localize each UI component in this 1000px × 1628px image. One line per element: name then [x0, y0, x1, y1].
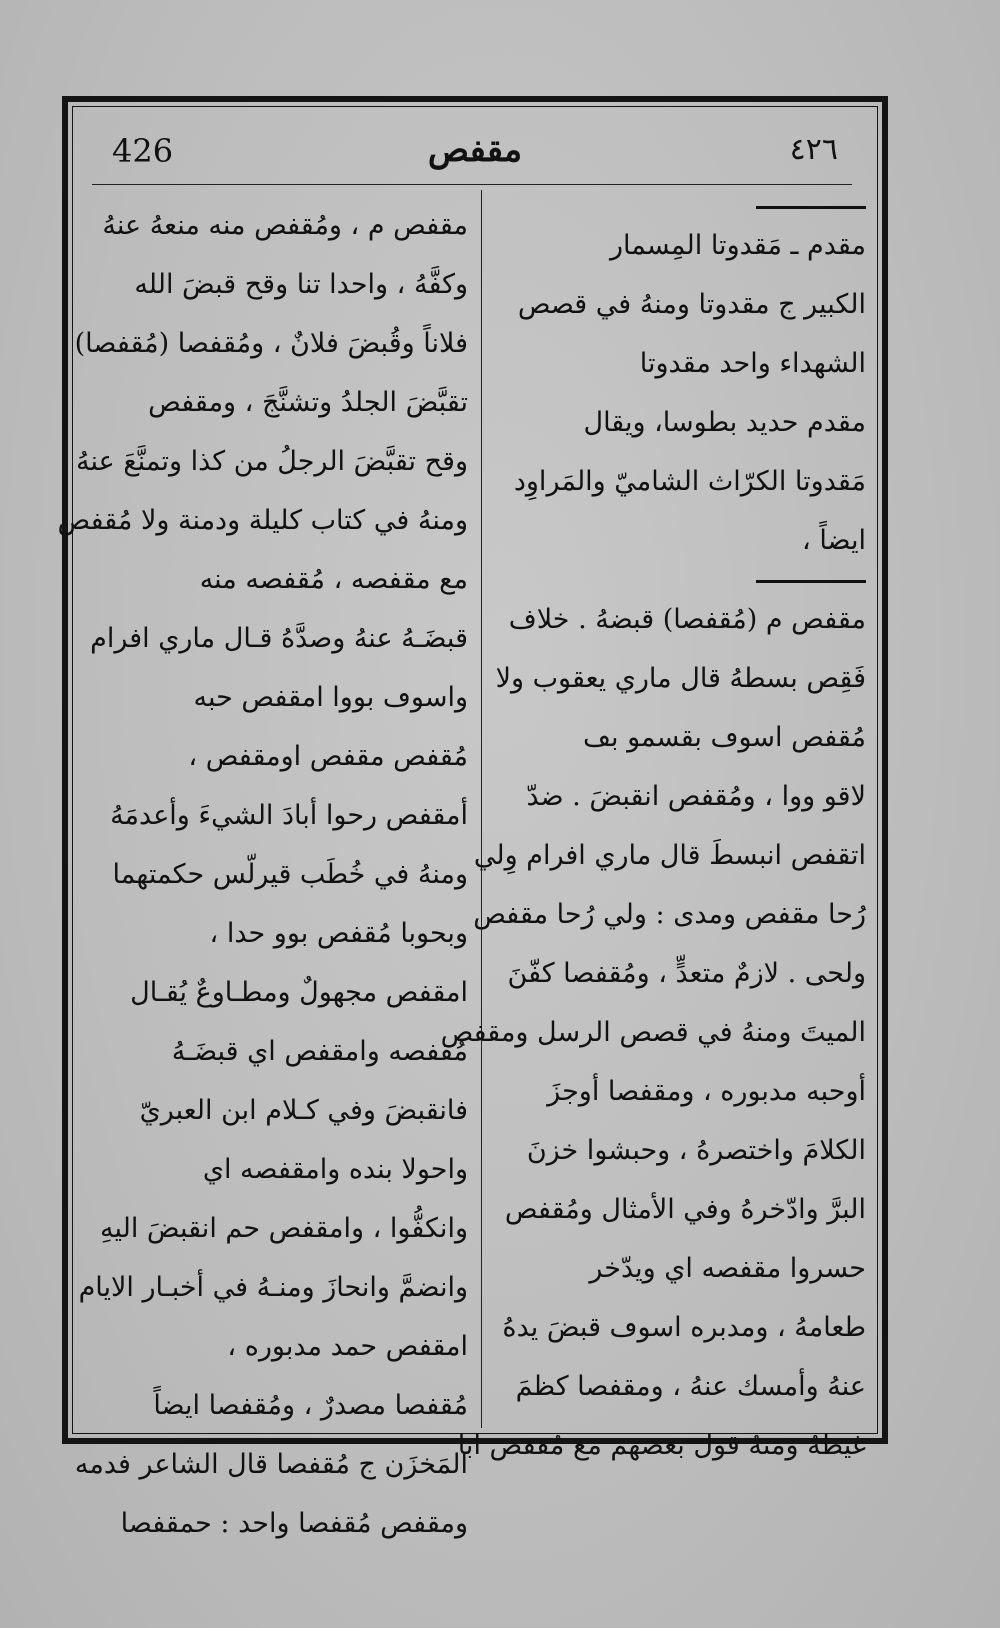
- entry-separator-rule: [494, 196, 866, 216]
- header-rule: [92, 184, 852, 185]
- text-line: وقح تقبَّضَ الرجلُ من كذا وتمنَّعَ عنهُ: [76, 446, 468, 477]
- text-line: وبحوبا مُقفص بوو حدا ،: [209, 918, 468, 949]
- text-line: ايضاً ،: [802, 525, 866, 556]
- text-line: المَخزَن ج مُقفصا قال الشاعر فدمه: [74, 1449, 468, 1480]
- text-line: ومنهُ في كتاب كليلة ودمنة ولا مُقفص: [57, 505, 468, 536]
- text-line: فانقبضَ وفي كـلام ابن العبريّ: [139, 1095, 468, 1126]
- text-line: اتقفص انبسطَ قال ماري افرام وِلي: [473, 840, 866, 871]
- text-line: واسوڡ بووا امقفص حبه: [193, 682, 468, 713]
- running-head: مقفص: [427, 130, 523, 170]
- text-line: الشهداء واحد مقدوتا: [639, 348, 866, 379]
- text-line: الكلامَ واختصرهُ ، وحبشوا خزنَ: [526, 1135, 866, 1166]
- page-number-arabic: ٤٢٦: [789, 132, 838, 167]
- text-line: البرَّ وادّخرهُ وفي الأمثال ومُقفص: [504, 1194, 866, 1225]
- text-line: فلاناً وقُبضَ فلانٌ ، ومُقفصا (مُقفصا): [74, 328, 468, 359]
- text-line: مُقفص مقفص اومقفص ،: [188, 741, 468, 772]
- column-divider: [481, 190, 482, 1428]
- page-number-latin: 426: [112, 132, 174, 170]
- text-line: حسروا مقفصه اي ويدّخر: [589, 1253, 866, 1284]
- text-line: وكفَّهُ ، واحدا تنا وقح قبضَ الله: [134, 269, 468, 300]
- text-line: الكبير ج مقدوتا ومنهُ في قصص: [517, 289, 866, 320]
- text-line: تقبَّضَ الجلدُ وتشنَّجَ ، ومقفص: [148, 387, 468, 418]
- text-line: غيظهُ ومنهُ قول بعضهم مع مُقفص ابا: [457, 1430, 866, 1461]
- entry-separator-rule: [494, 570, 866, 590]
- text-line: الميتَ ومنهُ في قصص الرسل ومقفص: [440, 1017, 866, 1048]
- text-line: واحولا بنده وامقفصه اي: [202, 1154, 468, 1185]
- text-line: لاقو ووا ، ومُقفص انقبضَ . ضدّ: [526, 781, 866, 812]
- text-line: امقفص مجهولٌ ومطـاوعٌ يُقـال: [130, 977, 468, 1008]
- left-column: [57, 196, 468, 1539]
- text-line: وانكفُّوا ، وامقفص حم انقبضَ اليهِ: [99, 1213, 468, 1244]
- text-line: مُقفص اسوڡ بقسمو بڡ: [583, 722, 866, 753]
- text-line: امقفص حمد مدبوره ،: [227, 1331, 468, 1362]
- text-line: أمقفص رحوا أبادَ الشيءَ وأعدمَهُ: [110, 800, 468, 831]
- text-line: طعامهُ ، ومدبره اسوڡ قبضَ يدهُ: [502, 1312, 866, 1343]
- text-line: وانضمَّ وانحازَ ومنـهُ في أخبـار الايام: [78, 1272, 468, 1303]
- page-header: [72, 120, 878, 184]
- text-line: ومنهُ في خُطَب قيرلّس حكمتهما: [112, 859, 468, 890]
- text-line: مَقدوتا الكرّاث الشاميّ والمَراوِد: [513, 466, 866, 497]
- right-column: [440, 196, 866, 1461]
- text-line: فَقِص بسطهُ قال ماري يعقوب ولا: [495, 663, 866, 694]
- text-line: مع مقفصه ، مُقفصه منه: [199, 564, 468, 595]
- text-line: مقفص م (مُقفصا) قبضهُ . خلاف: [508, 604, 866, 635]
- text-line: مقدم ـ مَقدوتا المِسمار: [609, 230, 866, 261]
- text-line: مُقفصه وامقفص اي قبضَـهُ: [171, 1036, 468, 1067]
- text-line: رُحا مقفص ومدى : ولي رُحا مقفص: [473, 899, 866, 930]
- text-line: ومقفص مُقفصا واحد : حمقفصا: [120, 1508, 468, 1539]
- text-line: مُقفصا مصدرٌ ، ومُقفصا ايضاً: [153, 1390, 468, 1421]
- text-line: مقفص م ، ومُقفص منه منعهُ عنهُ: [102, 210, 468, 241]
- text-line: أوحبه مدبوره ، ومقفصا أوجزَ: [547, 1076, 866, 1107]
- text-line: مقدم حديد بطوسا، ويقال: [583, 407, 866, 438]
- text-line: عنهُ وأمسك عنهُ ، ومقفصا كظمَ: [515, 1371, 866, 1402]
- text-line: قبضَـهُ عنهُ وصدَّهُ قـال ماري افرام: [90, 623, 468, 654]
- text-line: ولحى . لازمٌ متعدٍّ ، ومُقفصا كفّنَ: [507, 958, 866, 989]
